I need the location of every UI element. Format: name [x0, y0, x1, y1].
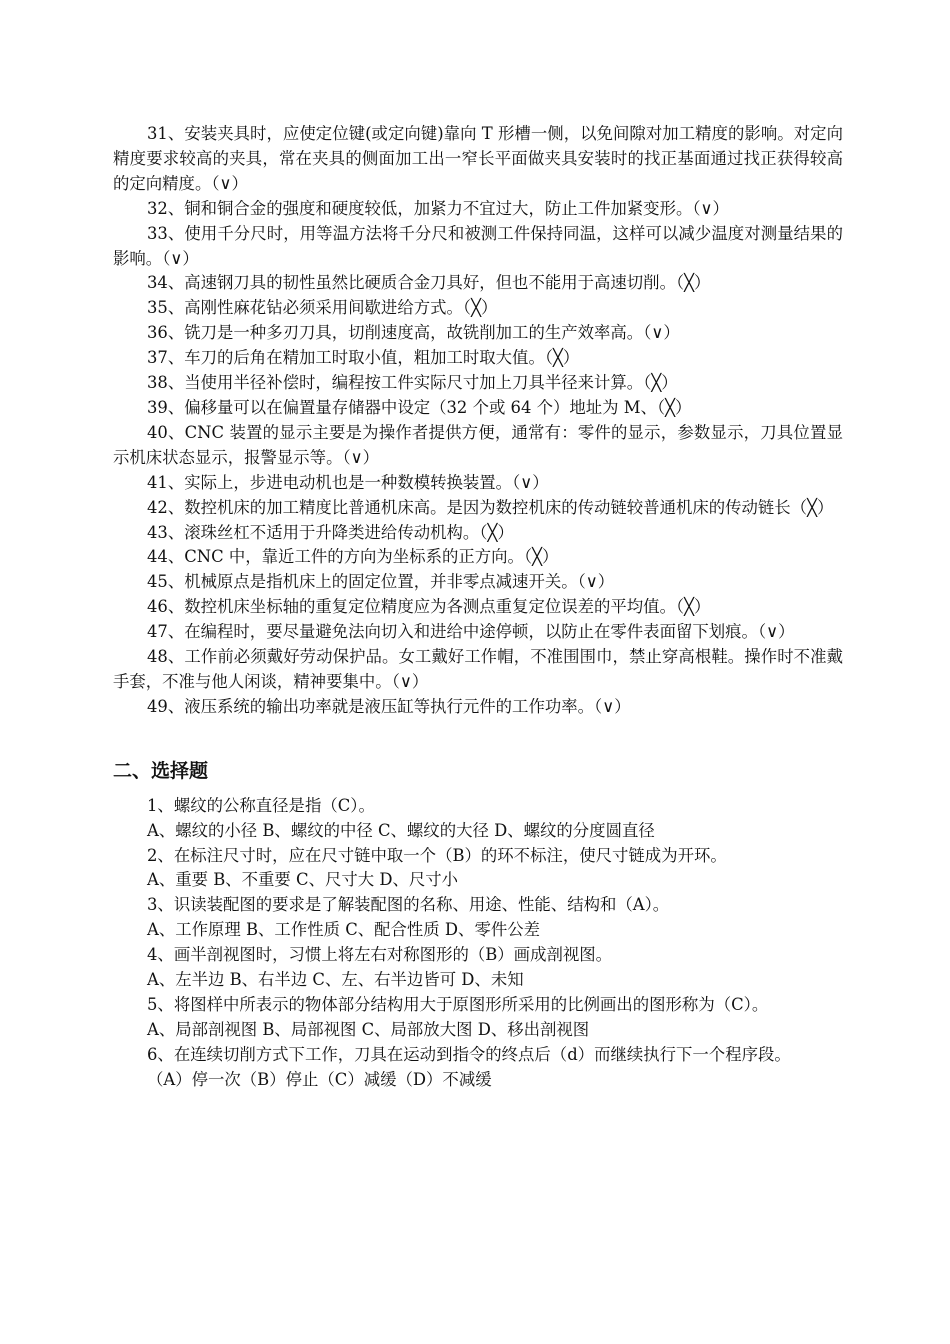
section-heading: 二、选择题 [113, 759, 209, 782]
question-46: 46、数控机床坐标轴的重复定位精度应为各测点重复定位误差的平均值。（╳） [147, 597, 711, 617]
question-43: 43、滚珠丝杠不适用于升降类进给传动机构。（╳） [147, 522, 514, 542]
question-45: 45、机械原点是指机床上的固定位置，并非零点减速开关。（∨） [147, 572, 615, 592]
document-page [113, 122, 843, 1093]
question-38: 38、当使用半径补偿时，编程按工件实际尺寸加上刀具半径来计算。（╳） [147, 373, 678, 393]
question-31: 31、安装夹具时，应使定位键(或定向键)靠向 T 形槽一侧，以免间隙对加工精度的影响。对定向精度要求较高的夹具，常在夹具的侧面加工出一窄长平面做夹具安装时的找正基面通过找正获得较高的定向精度。（∨） [113, 124, 843, 193]
question-32: 32、铜和铜合金的强度和硬度较低，加紧力不宜过大，防止工件加紧变形。（∨） [147, 198, 729, 218]
judgment-section [113, 122, 843, 720]
choice-question-4: 4、画半剖视图时，习惯上将左右对称图形的（B）画成剖视图。 [147, 945, 613, 965]
choice-question-6: 6、在连续切削方式下工作，刀具在运动到指令的终点后（d）而继续执行下一个程序段。 [147, 1044, 791, 1064]
choice-question-3: 3、识读装配图的要求是了解装配图的名称、用途、性能、结构和（A）。 [147, 895, 670, 915]
question-44: 44、CNC 中，靠近工件的方向为坐标系的正方向。（╳） [147, 547, 559, 567]
question-33: 33、使用千分尺时，用等温方法将千分尺和被测工件保持同温，这样可以减少温度对测量结果的影响。（∨） [113, 223, 843, 268]
choice-question-5: 5、将图样中所表示的物体部分结构用大于原图形所采用的比例画出的图形称为（C）。 [147, 995, 769, 1014]
question-49: 49、液压系统的输出功率就是液压缸等执行元件的工作功率。（∨） [147, 696, 631, 716]
question-37: 37、车刀的后角在精加工时取小值，粗加工时取大值。（╳） [147, 348, 580, 368]
question-35: 35、高刚性麻花钻必须采用间歇进给方式。（╳） [147, 298, 498, 318]
question-41: 41、实际上，步进电动机也是一种数模转换装置。（∨） [147, 472, 549, 492]
question-42: 42、数控机床的加工精度比普通机床高。是因为数控机床的传动链较普通机床的传动链长（╳） [147, 497, 834, 517]
question-39: 39、偏移量可以在偏置量存储器中设定（32 个或 64 个）地址为 M、（╳） [147, 397, 692, 417]
choice-options-3: A、工作原理 B、工作性质 C、配合性质 D、零件公差 [147, 920, 541, 940]
choice-options-1: A、螺纹的小径 B、螺纹的中径 C、螺纹的大径 D、螺纹的分度圆直径 [147, 820, 655, 840]
question-36: 36、铣刀是一种多刃刀具，切削速度高，故铣削加工的生产效率高。（∨） [147, 323, 680, 343]
choice-options-2: A、重要 B、不重要 C、尺寸大 D、尺寸小 [147, 870, 459, 890]
question-34: 34、高速钢刀具的韧性虽然比硬质合金刀具好，但也不能用于高速切削。（╳） [147, 273, 711, 293]
question-48: 48、工作前必须戴好劳动保护品。女工戴好工作帽，不准围围巾，禁止穿高根鞋。操作时不准戴手套，不准与他人闲谈，精神要集中。（∨） [113, 647, 843, 691]
choice-question-2: 2、在标注尺寸时，应在尺寸链中取一个（B）的环不标注，使尺寸链成为开环。 [147, 845, 727, 865]
choice-options-5: A、局部剖视图 B、局部视图 C、局部放大图 D、移出剖视图 [147, 1019, 590, 1039]
choice-section [113, 794, 843, 1093]
question-47: 47、在编程时，要尽量避免法向切入和进给中途停顿，以防止在零件表面留下划痕。（∨） [147, 622, 795, 642]
question-40: 40、CNC 装置的显示主要是为操作者提供方便，通常有：零件的显示，参数显示，刀具位置显示机床状态显示，报警显示等。（∨） [113, 422, 843, 467]
choice-options-4: A、左半边 B、右半边 C、左、右半边皆可 D、未知 [147, 970, 524, 990]
choice-options-6: （A）停一次（B）停止（C）减缓（D）不减缓 [147, 1069, 492, 1089]
choice-question-1: 1、螺纹的公称直径是指（C）。 [147, 795, 375, 815]
